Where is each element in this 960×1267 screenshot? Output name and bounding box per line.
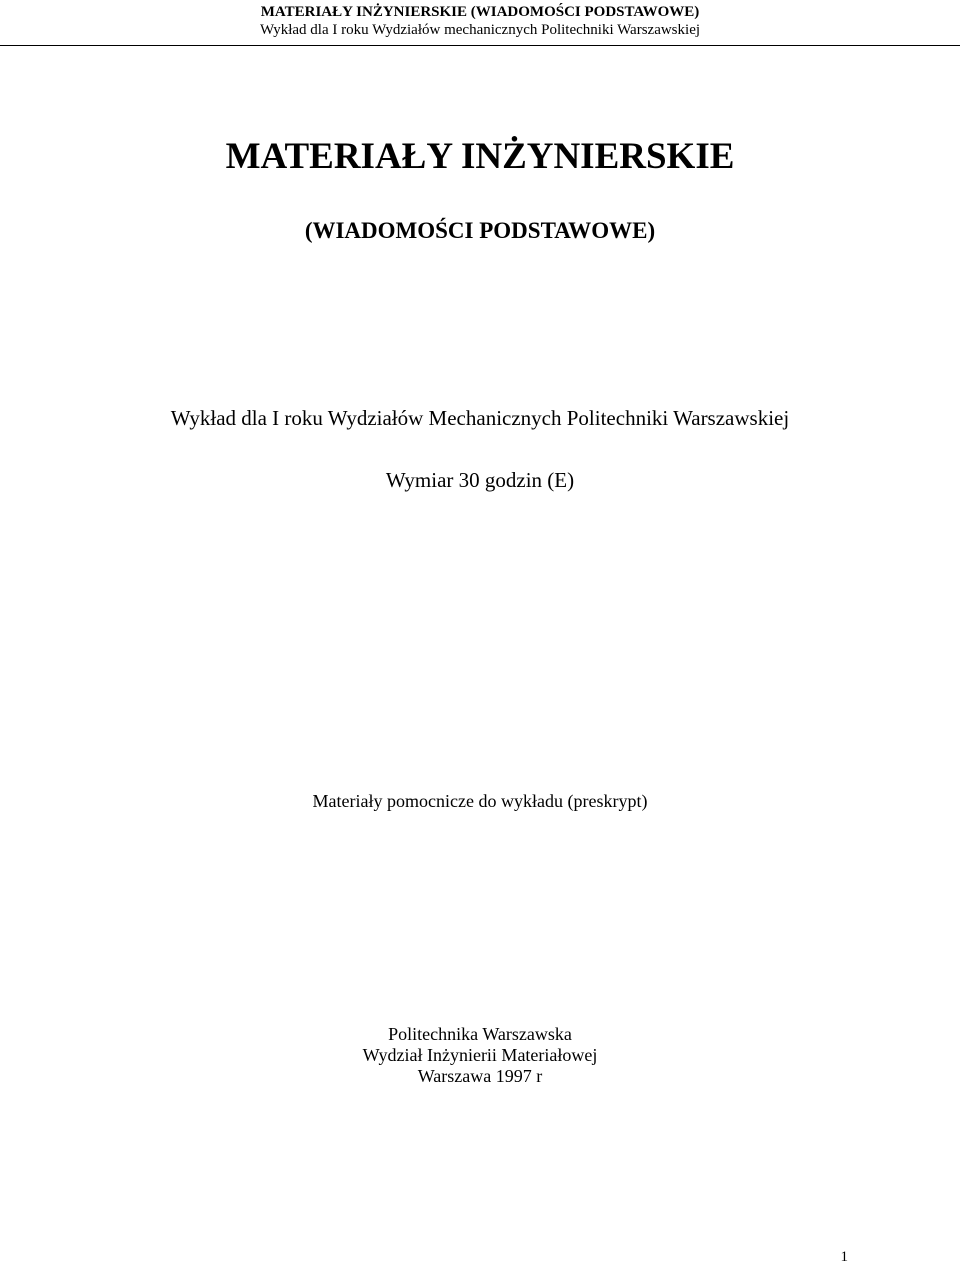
running-header <box>0 0 960 46</box>
running-header-title: MATERIAŁY INŻYNIERSKIE (WIADOMOŚCI PODSTAWOWE) <box>260 4 700 20</box>
publisher-university: Politechnika Warszawska <box>388 1024 572 1044</box>
course-description: Wykład dla I roku Wydziałów Mechanicznych Politechniki Warszawskiej <box>170 406 790 430</box>
course-hours: Wymiar 30 godzin (E) <box>385 468 575 492</box>
publisher-place-year: Warszawa 1997 r <box>417 1066 543 1086</box>
running-header-subtitle: Wykład dla I roku Wydziałów mechanicznych Politechniki Warszawskiej <box>259 22 701 38</box>
document-subtitle: (WIADOMOŚCI PODSTAWOWE) <box>304 218 656 243</box>
document-title: MATERIAŁY INŻYNIERSKIE <box>225 136 735 177</box>
materials-note: Materiały pomocnicze do wykładu (preskrypt) <box>312 791 648 811</box>
page-number: 1 <box>840 1249 848 1265</box>
publisher-block <box>0 1024 960 1087</box>
publisher-faculty: Wydział Inżynierii Materiałowej <box>362 1045 598 1065</box>
